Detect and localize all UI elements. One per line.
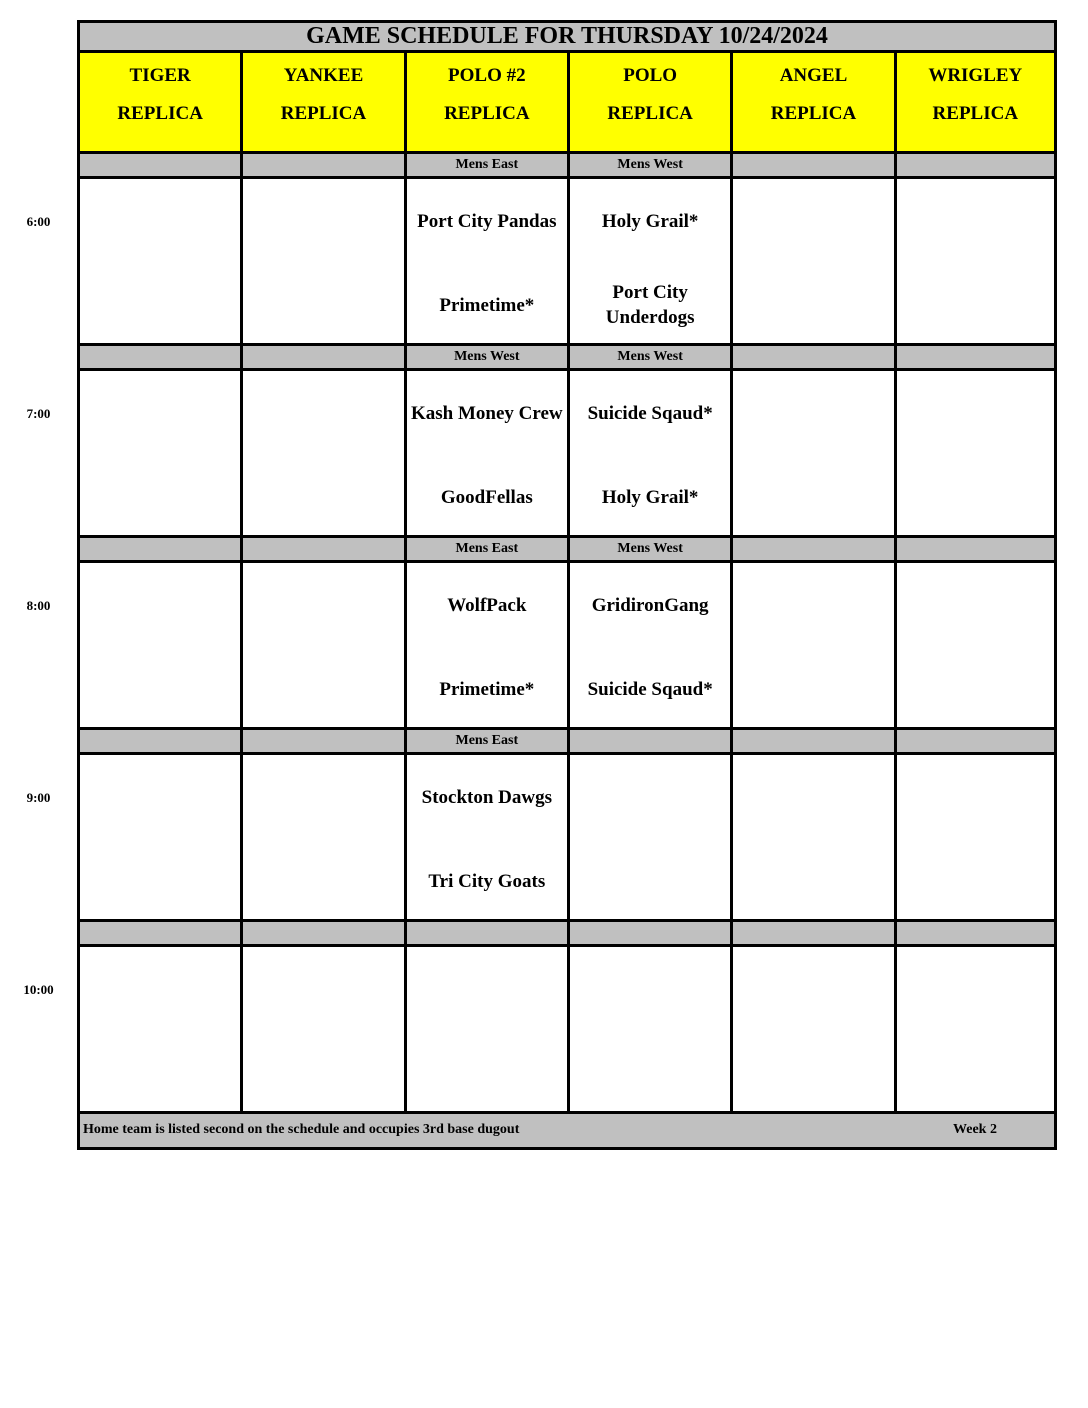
game-cell: [404, 563, 567, 730]
game-cell: [77, 563, 240, 730]
time-label: 7:00: [26, 406, 51, 421]
schedule-sheet: [77, 20, 1057, 1150]
division-label: [730, 346, 893, 371]
game-cell: [567, 179, 730, 346]
division-label: [730, 538, 893, 563]
division-row: [77, 346, 1057, 371]
division-label: [240, 730, 403, 755]
home-team: GoodFellas: [440, 486, 533, 508]
home-team: Port City Underdogs: [605, 282, 695, 328]
away-team: Kash Money Crew: [411, 402, 563, 424]
schedule-title: GAME SCHEDULE FOR THURSDAY 10/24/2024: [77, 20, 1057, 53]
game-cell: [240, 947, 403, 1114]
division-label: Mens East: [404, 538, 567, 563]
week-label: Week 2: [953, 1122, 997, 1137]
home-team: Primetime*: [439, 678, 535, 700]
game-cell: [240, 755, 403, 922]
division-label: [240, 154, 403, 179]
division-label: [894, 922, 1057, 947]
division-row: [77, 922, 1057, 947]
division-label: [404, 922, 567, 947]
field-header: [404, 53, 567, 154]
game-row: [77, 371, 1057, 538]
field-subtitle: REPLICA: [444, 103, 530, 124]
game-cell: [730, 947, 893, 1114]
field-subtitle: REPLICA: [607, 103, 693, 124]
division-label: [730, 154, 893, 179]
game-cell: [730, 563, 893, 730]
field-header: [77, 53, 240, 154]
division-label: [567, 730, 730, 755]
division-row: [77, 730, 1057, 755]
game-cell: [894, 371, 1057, 538]
division-label: Mens West: [567, 346, 730, 371]
field-header: [730, 53, 893, 154]
game-cell: [404, 755, 567, 922]
game-cell: [240, 563, 403, 730]
footer-note: Home team is listed second on the schedule and occupies 3rd base dugout: [83, 1122, 520, 1137]
division-label: [567, 922, 730, 947]
game-cell: [404, 179, 567, 346]
game-cell: [894, 563, 1057, 730]
game-cell: [77, 947, 240, 1114]
division-label: [730, 730, 893, 755]
game-cell: [567, 371, 730, 538]
division-row: [77, 538, 1057, 563]
time-label: 9:00: [26, 790, 51, 805]
home-team: Tri City Goats: [428, 870, 546, 892]
game-cell: [894, 755, 1057, 922]
field-header-row: [77, 53, 1057, 154]
division-label: [77, 154, 240, 179]
division-label: [240, 922, 403, 947]
away-team: Suicide Sqaud*: [587, 402, 713, 424]
home-team: Primetime*: [439, 294, 535, 316]
away-team: WolfPack: [447, 594, 527, 616]
division-label: [77, 346, 240, 371]
field-subtitle: REPLICA: [932, 103, 1019, 124]
division-row: [77, 154, 1057, 179]
division-label: Mens West: [567, 538, 730, 563]
game-cell: [894, 179, 1057, 346]
division-label: [77, 730, 240, 755]
field-name: WRIGLEY: [928, 65, 1023, 86]
game-cell: [567, 563, 730, 730]
field-name: ANGEL: [779, 65, 848, 86]
time-slots: [77, 154, 1057, 1114]
division-label: [730, 922, 893, 947]
division-label: Mens East: [404, 154, 567, 179]
away-team: Port City Pandas: [417, 210, 557, 232]
division-label: Mens East: [404, 730, 567, 755]
game-cell: [404, 947, 567, 1114]
division-label: Mens West: [404, 346, 567, 371]
game-cell: [730, 755, 893, 922]
field-name: YANKEE: [283, 65, 364, 86]
division-label: Mens West: [567, 154, 730, 179]
game-cell: [730, 179, 893, 346]
game-cell: [567, 947, 730, 1114]
division-label: [894, 538, 1057, 563]
game-row: [77, 563, 1057, 730]
division-label: [894, 346, 1057, 371]
home-team: Suicide Sqaud*: [587, 678, 713, 700]
field-name: POLO: [623, 65, 678, 86]
division-label: [240, 346, 403, 371]
division-label: [894, 730, 1057, 755]
division-label: [894, 154, 1057, 179]
division-label: [77, 922, 240, 947]
game-cell: [404, 371, 567, 538]
time-label: 10:00: [23, 982, 54, 997]
field-name: POLO #2: [448, 65, 526, 86]
away-team: Holy Grail*: [601, 210, 699, 232]
field-header: [894, 53, 1057, 154]
game-cell: [77, 179, 240, 346]
game-cell: [240, 179, 403, 346]
away-team: GridironGang: [591, 594, 709, 616]
field-header: [567, 53, 730, 154]
game-row: [77, 179, 1057, 346]
game-cell: [567, 755, 730, 922]
game-cell: [77, 371, 240, 538]
division-label: [77, 538, 240, 563]
field-header: [240, 53, 403, 154]
away-team: Stockton Dawgs: [421, 786, 552, 808]
game-cell: [894, 947, 1057, 1114]
time-label: 8:00: [26, 598, 51, 613]
schedule-footer: [77, 1114, 1057, 1150]
field-subtitle: REPLICA: [117, 103, 203, 124]
home-team: Holy Grail*: [601, 486, 699, 508]
field-subtitle: REPLICA: [280, 103, 367, 124]
game-cell: [240, 371, 403, 538]
division-label: [240, 538, 403, 563]
game-cell: [730, 371, 893, 538]
game-row: [77, 755, 1057, 922]
field-name: TIGER: [129, 65, 191, 86]
game-row: [77, 947, 1057, 1114]
time-label: 6:00: [26, 214, 51, 229]
field-subtitle: REPLICA: [770, 103, 857, 124]
game-cell: [77, 755, 240, 922]
